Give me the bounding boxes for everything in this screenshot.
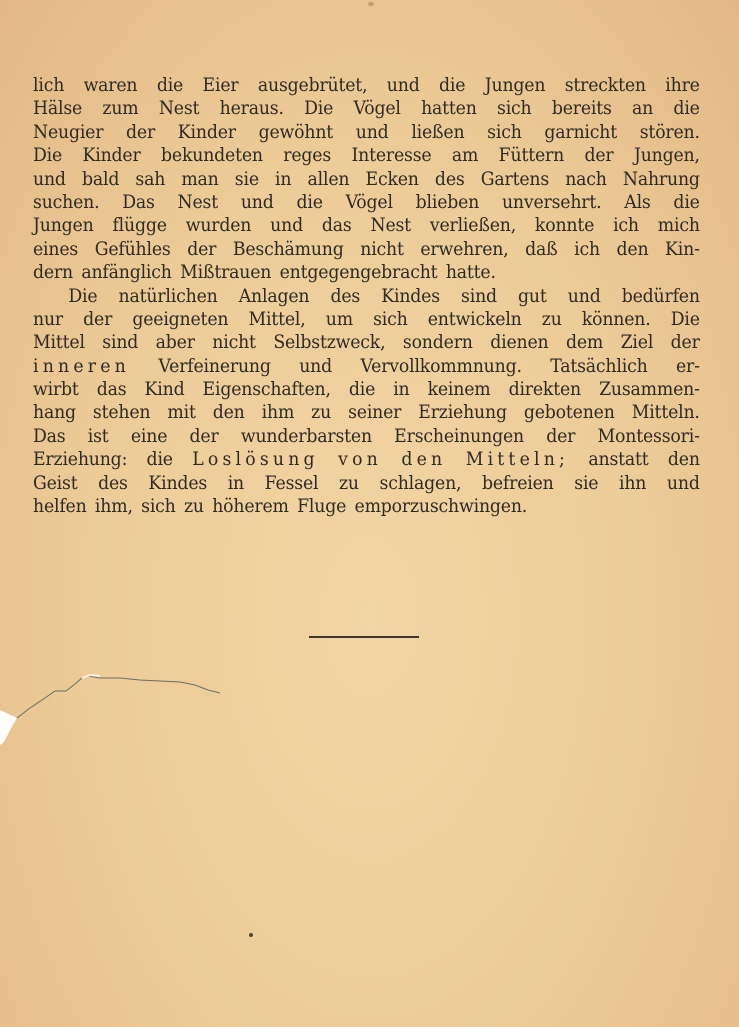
word: konnte bbox=[534, 215, 595, 237]
word: den bbox=[667, 449, 700, 471]
word: und bbox=[567, 285, 601, 307]
word: lich bbox=[33, 75, 65, 96]
word: Fessel bbox=[264, 472, 319, 494]
word: inneren bbox=[33, 355, 130, 377]
word: nicht bbox=[212, 332, 256, 354]
word: Eigenschaften, bbox=[202, 379, 331, 401]
word: sah bbox=[135, 168, 166, 190]
word: Füttern bbox=[498, 145, 565, 167]
word: wunderbarsten bbox=[240, 425, 372, 447]
word: schlagen, bbox=[379, 472, 462, 494]
text-line bbox=[33, 168, 700, 191]
word: anfänglich bbox=[81, 262, 172, 284]
word: des bbox=[434, 168, 465, 190]
word: die bbox=[348, 379, 376, 401]
word: in bbox=[393, 379, 410, 401]
word: ihn bbox=[619, 472, 647, 494]
word: Vervollkommnung. bbox=[360, 355, 522, 377]
word: Erscheinungen bbox=[394, 425, 524, 447]
word: streckten bbox=[564, 75, 646, 96]
word: die bbox=[156, 75, 184, 96]
word: der bbox=[670, 332, 700, 354]
word: den bbox=[616, 238, 649, 260]
word: Selbstzweck, bbox=[273, 332, 386, 354]
word: emporzuschwingen. bbox=[354, 496, 528, 518]
word: das bbox=[321, 215, 352, 237]
text-line bbox=[33, 121, 700, 144]
word: Tatsächlich bbox=[550, 355, 648, 377]
word: gewöhnt bbox=[258, 121, 334, 143]
text-line bbox=[33, 401, 700, 424]
word: heraus. bbox=[219, 98, 284, 120]
word: hang bbox=[33, 402, 76, 424]
word: Nest bbox=[158, 98, 200, 120]
word: verließen, bbox=[429, 215, 517, 237]
word: die bbox=[439, 75, 466, 96]
word: zum bbox=[102, 98, 139, 120]
word: stören. bbox=[639, 121, 700, 143]
word: man bbox=[181, 168, 219, 190]
word: Nest bbox=[370, 215, 411, 237]
word: Loslösung bbox=[192, 449, 319, 471]
word: Kindes bbox=[148, 472, 208, 494]
word: hatte. bbox=[445, 262, 496, 284]
word: von bbox=[338, 449, 383, 471]
word: die bbox=[673, 191, 700, 213]
word: Die bbox=[33, 145, 63, 167]
word: Jungen, bbox=[633, 145, 700, 167]
word: und bbox=[386, 75, 420, 96]
word: mich bbox=[657, 215, 700, 237]
word: Eier bbox=[202, 75, 239, 96]
word: Zusammen- bbox=[599, 379, 700, 401]
word: dern bbox=[33, 262, 73, 284]
word: Die bbox=[68, 285, 98, 307]
text-line bbox=[33, 238, 700, 261]
word: suchen. bbox=[33, 191, 100, 213]
word: ich bbox=[574, 238, 600, 260]
word: ihre bbox=[665, 75, 700, 96]
word: gut bbox=[518, 285, 547, 307]
word: zu bbox=[183, 496, 204, 518]
word: an bbox=[632, 98, 654, 120]
word: Das bbox=[122, 191, 155, 213]
word: Gefühles bbox=[94, 238, 171, 260]
word: entgegengebracht bbox=[279, 262, 438, 284]
word: bereits bbox=[551, 98, 612, 120]
text-line bbox=[33, 74, 700, 97]
word: zu bbox=[338, 472, 359, 494]
word: stehen bbox=[92, 402, 151, 424]
word: und bbox=[666, 472, 700, 494]
word: ihm, bbox=[94, 496, 133, 518]
word: Kin- bbox=[665, 238, 700, 260]
word: Jungen bbox=[484, 75, 546, 96]
word: daß bbox=[525, 238, 558, 260]
text-line bbox=[33, 331, 700, 354]
word: allen bbox=[307, 168, 350, 190]
word: und bbox=[355, 121, 389, 143]
word: hatten bbox=[421, 98, 477, 120]
text-line bbox=[33, 144, 700, 167]
word: der bbox=[584, 145, 614, 167]
word: Mißtrauen bbox=[180, 262, 272, 284]
word: bekundeten bbox=[161, 145, 263, 167]
text-line bbox=[33, 97, 700, 120]
word: der bbox=[546, 425, 576, 447]
word: unversehrt. bbox=[501, 191, 602, 213]
word: Verfeinerung bbox=[158, 355, 271, 377]
body-text bbox=[33, 74, 700, 518]
word: sind bbox=[461, 285, 497, 307]
word: Vögel bbox=[353, 98, 401, 120]
word: ist bbox=[87, 425, 109, 447]
word: Mittel, bbox=[248, 308, 306, 330]
word: sind bbox=[102, 332, 139, 354]
word: Nest bbox=[177, 191, 219, 213]
word: der bbox=[189, 425, 219, 447]
word: befreien bbox=[481, 472, 554, 494]
word: Fluge bbox=[297, 496, 347, 518]
word: Kindes bbox=[381, 285, 440, 307]
word: Als bbox=[624, 191, 651, 213]
text-line bbox=[33, 378, 700, 401]
word: sich bbox=[141, 496, 176, 518]
text-line bbox=[33, 308, 700, 331]
word: Hälse bbox=[33, 98, 83, 120]
word: Die bbox=[304, 98, 334, 120]
word: des bbox=[330, 285, 361, 307]
word: mit bbox=[167, 402, 196, 424]
text-line bbox=[33, 285, 700, 308]
word: Kinder bbox=[177, 121, 236, 143]
word: er- bbox=[675, 355, 700, 377]
text-line bbox=[33, 261, 700, 284]
word: sich bbox=[487, 121, 522, 143]
word: nur bbox=[33, 308, 63, 330]
word: sich bbox=[373, 308, 408, 330]
word: zu bbox=[311, 402, 332, 424]
word: und bbox=[299, 355, 332, 377]
word: und bbox=[33, 168, 66, 190]
word: der bbox=[126, 121, 156, 143]
word: bedürfen bbox=[621, 285, 700, 307]
word: blieben bbox=[415, 191, 480, 213]
word: Anlagen bbox=[238, 285, 310, 307]
word: sie bbox=[234, 168, 259, 190]
word: die bbox=[296, 191, 323, 213]
word: Ecken bbox=[365, 168, 419, 190]
word: direkten bbox=[508, 379, 581, 401]
word: Geist bbox=[33, 472, 78, 494]
word: keinem bbox=[427, 379, 491, 401]
word: die bbox=[673, 98, 700, 120]
word: am bbox=[451, 145, 479, 167]
paper-stain bbox=[368, 2, 374, 6]
word: Jungen bbox=[33, 215, 94, 237]
word: Gartens bbox=[480, 168, 550, 190]
word: helfen bbox=[33, 496, 87, 518]
word: wirbt bbox=[33, 379, 79, 401]
word: den bbox=[212, 402, 245, 424]
text-line bbox=[33, 495, 700, 518]
word: erwehren, bbox=[420, 238, 509, 260]
section-divider bbox=[309, 636, 419, 638]
word: dienen bbox=[490, 332, 549, 354]
word: Interesse bbox=[351, 145, 432, 167]
word: höherem bbox=[212, 496, 289, 518]
word: den bbox=[401, 449, 447, 471]
ink-speck bbox=[249, 933, 253, 937]
word: ihm bbox=[261, 402, 295, 424]
word: Montessori- bbox=[597, 425, 700, 447]
word: und bbox=[270, 215, 303, 237]
word: sich bbox=[497, 98, 532, 120]
word: nicht bbox=[360, 238, 404, 260]
word: in bbox=[275, 168, 292, 190]
paragraph-2 bbox=[33, 285, 700, 519]
word: eine bbox=[130, 425, 168, 447]
word: Nahrung bbox=[622, 168, 700, 190]
word: garnicht bbox=[544, 121, 617, 143]
word: geeigneten bbox=[132, 308, 229, 330]
paragraph-1 bbox=[33, 74, 700, 285]
word: aber bbox=[155, 332, 195, 354]
word: wurden bbox=[185, 215, 252, 237]
word: Kind bbox=[144, 379, 185, 401]
text-line bbox=[33, 214, 700, 237]
word: ausgebrütet, bbox=[257, 75, 368, 96]
word: nach bbox=[565, 168, 607, 190]
word: Ziel bbox=[620, 332, 654, 354]
word: natürlichen bbox=[118, 285, 218, 307]
word: der bbox=[83, 308, 113, 330]
word: das bbox=[96, 379, 127, 401]
word: gebotenen bbox=[523, 402, 615, 424]
word: Mittel bbox=[33, 332, 85, 354]
word: zu bbox=[541, 308, 562, 330]
word: waren bbox=[83, 75, 138, 96]
word: Kinder bbox=[82, 145, 141, 167]
word: ließen bbox=[411, 121, 465, 143]
word: in bbox=[227, 472, 245, 494]
word: Vögel bbox=[345, 191, 393, 213]
word: Das bbox=[33, 425, 66, 447]
word: Erziehung bbox=[418, 402, 507, 424]
word: Mitteln. bbox=[631, 402, 700, 424]
paper-tear bbox=[0, 660, 240, 760]
text-line bbox=[33, 472, 700, 495]
text-line bbox=[33, 448, 700, 471]
word: dem bbox=[565, 332, 604, 354]
word: ich bbox=[613, 215, 639, 237]
word: bald bbox=[81, 168, 120, 190]
word: Die bbox=[670, 308, 700, 330]
word: Beschämung bbox=[232, 238, 344, 260]
word: flügge bbox=[112, 215, 167, 237]
text-line bbox=[33, 355, 700, 378]
word: Neugier bbox=[33, 121, 104, 143]
word: sondern bbox=[402, 332, 473, 354]
word: eines bbox=[33, 238, 79, 260]
word: Mitteln; bbox=[465, 449, 570, 471]
word: und bbox=[240, 191, 274, 213]
word: Erziehung: bbox=[33, 449, 128, 471]
word: können. bbox=[581, 308, 651, 330]
word: der bbox=[187, 238, 217, 260]
word: seiner bbox=[348, 402, 402, 424]
word: anstatt bbox=[588, 449, 649, 471]
text-line bbox=[33, 191, 700, 214]
word: sie bbox=[574, 472, 599, 494]
word: des bbox=[98, 472, 128, 494]
word: die bbox=[146, 449, 173, 471]
word: reges bbox=[283, 145, 332, 167]
word: entwickeln bbox=[427, 308, 522, 330]
text-line bbox=[33, 425, 700, 448]
word: um bbox=[325, 308, 353, 330]
